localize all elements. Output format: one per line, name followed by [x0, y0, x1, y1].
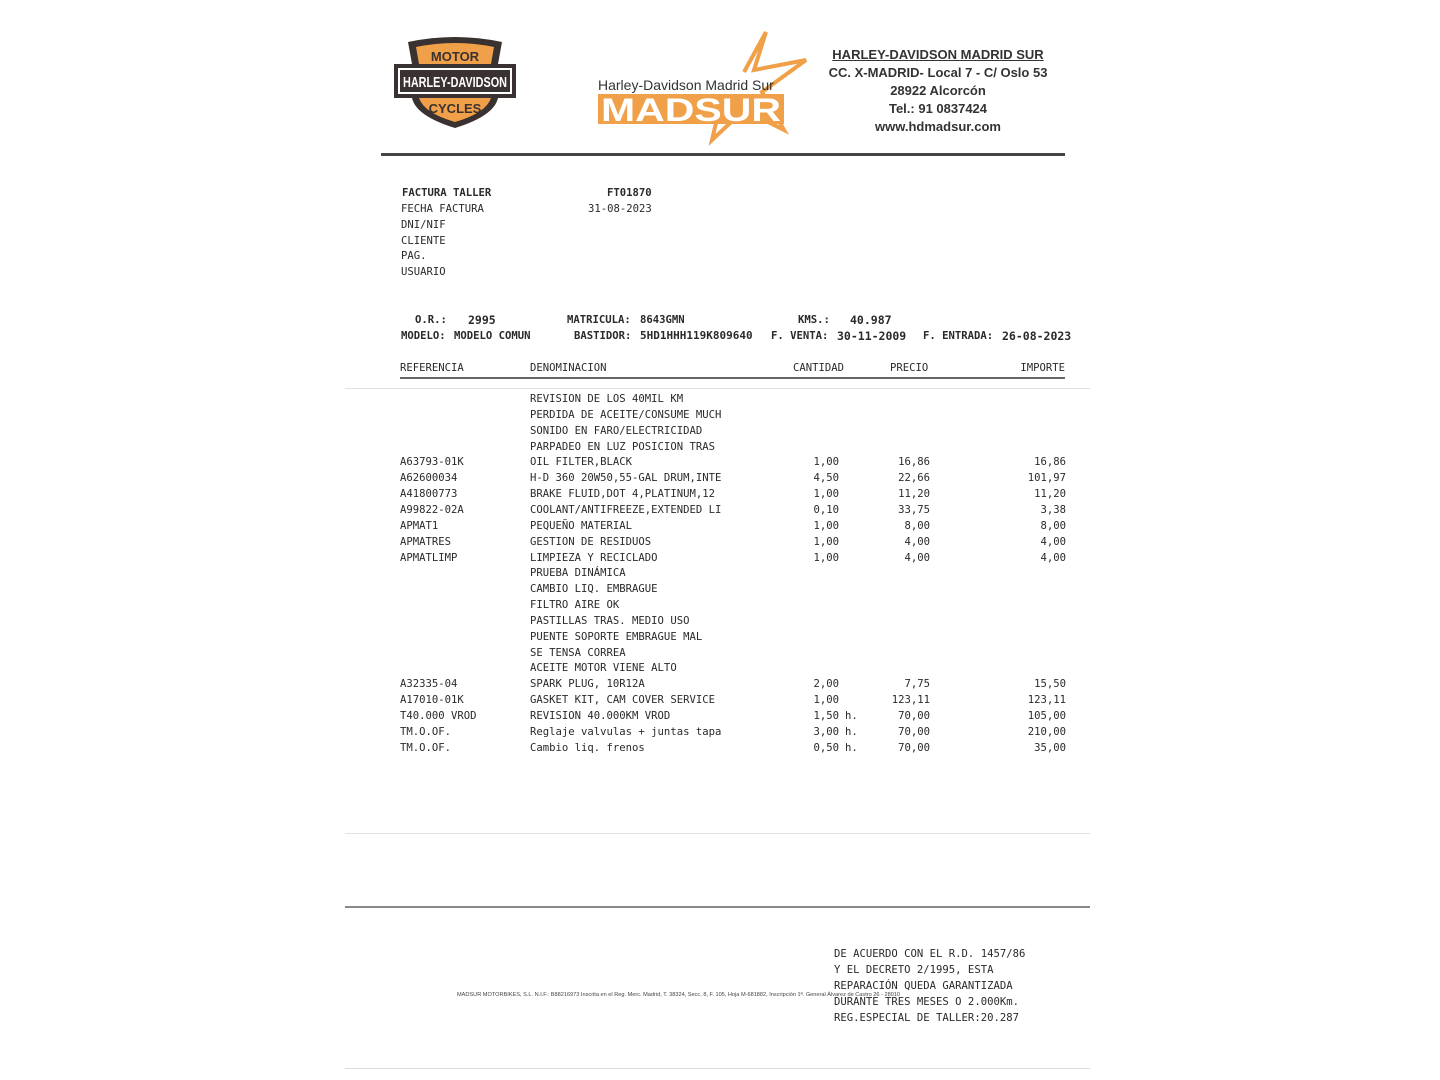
modelo-value: MODELO COMUN	[454, 330, 531, 342]
price-cell: 22,66	[898, 472, 930, 485]
unit-cell: h.	[845, 710, 858, 722]
price-cell: 7,75	[904, 678, 930, 691]
description-cell: REVISION 40.000KM VROD	[530, 710, 671, 722]
price-cell: 4,00	[904, 551, 930, 564]
quantity-cell: 1,50	[813, 710, 839, 722]
invoice-label-date: FECHA FACTURA	[401, 203, 484, 215]
table-row	[0, 678, 1440, 694]
ref-cell: APMAT1	[400, 519, 439, 532]
col-header-price: PRECIO	[890, 362, 929, 374]
table-row	[0, 520, 1440, 536]
svg-text:Harley-Davidson Madrid Sur: Harley-Davidson Madrid Sur	[598, 77, 774, 93]
quantity-cell: 1,00	[813, 488, 839, 501]
amount-cell: 101,97	[1027, 472, 1066, 485]
amount-cell: 4,00	[1040, 535, 1066, 548]
ref-cell: A41800773	[400, 488, 458, 501]
description-cell: PASTILLAS TRAS. MEDIO USO	[530, 614, 690, 627]
description-cell: SE TENSA CORREA	[530, 646, 626, 659]
ref-cell: A32335-04	[400, 678, 458, 691]
invoice-date: 31-08-2023	[588, 203, 652, 215]
svg-text:MOTOR: MOTOR	[430, 49, 480, 64]
table-row	[0, 456, 1440, 472]
table-row	[0, 441, 1440, 457]
kms-value: 40.987	[850, 313, 892, 327]
quantity-cell: 1,00	[813, 694, 839, 707]
col-header-desc: DENOMINACION	[530, 362, 607, 374]
invoice-number: FT01870	[607, 187, 652, 199]
amount-cell: 3,38	[1040, 503, 1066, 516]
company-phone: Tel.: 91 0837424	[888, 101, 988, 116]
company-web: www.hdmadsur.com	[875, 119, 1001, 134]
header-divider	[381, 153, 1065, 156]
invoice-label-nif: DNI/NIF	[401, 219, 446, 231]
company-address: CC. X-MADRID- Local 7 - C/ Oslo 53	[828, 65, 1048, 80]
ref-cell: APMATRES	[400, 535, 452, 548]
invoice-label-user: USUARIO	[401, 266, 446, 278]
table-row	[0, 599, 1440, 615]
description-cell: SONIDO EN FARO/ELECTRICIDAD	[530, 424, 703, 437]
guarantee-line: REPARACIÓN QUEDA GARANTIZADA	[834, 980, 1013, 992]
table-row	[0, 552, 1440, 568]
description-cell: BRAKE FLUID,DOT 4,PLATINUM,12	[530, 488, 715, 501]
quantity-cell: 2,00	[813, 678, 839, 691]
table-row	[0, 425, 1440, 441]
table-row	[0, 615, 1440, 631]
scan-line	[345, 833, 1090, 834]
bastidor-value: 5HD1HHH119K809640	[640, 329, 753, 342]
or-label: O.R.:	[415, 314, 447, 326]
table-row	[0, 742, 1440, 758]
guarantee-line: DE ACUERDO CON EL R.D. 1457/86	[834, 948, 1026, 960]
quantity-cell: 1,00	[813, 535, 839, 548]
svg-text:HARLEY-DAVIDSON: HARLEY-DAVIDSON	[403, 74, 507, 91]
description-cell: REVISION DE LOS 40MIL KM	[530, 393, 684, 405]
amount-cell: 35,00	[1034, 741, 1066, 754]
table-row	[0, 536, 1440, 552]
matricula-value: 8643GMN	[640, 314, 685, 326]
price-cell: 16,86	[898, 456, 930, 469]
table-row	[0, 567, 1440, 583]
table-row	[0, 694, 1440, 710]
quantity-cell: 0,50	[813, 741, 839, 754]
invoice-label-client: CLIENTE	[401, 235, 446, 247]
company-name: HARLEY-DAVIDSON MADRID SUR	[832, 47, 1044, 62]
or-value: 2995	[468, 313, 496, 327]
amount-cell: 123,11	[1027, 694, 1066, 707]
guarantee-line: DURANTE TRES MESES O 2.000Km.	[834, 996, 1019, 1008]
table-row	[0, 710, 1440, 726]
quantity-cell: 1,00	[813, 456, 839, 469]
svg-text:CYCLES: CYCLES	[428, 101, 482, 116]
table-row	[0, 488, 1440, 504]
company-city: 28922 Alcorcón	[890, 83, 986, 98]
quantity-cell: 1,00	[813, 551, 839, 564]
ref-cell: A62600034	[400, 472, 458, 485]
col-header-amount: IMPORTE	[1020, 362, 1065, 374]
fentrada-label: F. ENTRADA:	[923, 330, 994, 342]
scan-line	[345, 1068, 1090, 1069]
fventa-value: 30-11-2009	[837, 329, 907, 343]
legal-text: MADSUR MOTORBIKES, S.L. N.I.F.: B88216973 Inscrita en el Reg. Merc. Madrid, T. 38324, Secc. 8, F. 105, Hoja M-681882, Inscripción 1ª. General Álvarez de Castro 26 - 28010	[457, 992, 901, 998]
table-row	[0, 726, 1440, 742]
ref-cell: A63793-01K	[400, 456, 464, 469]
guarantee-line: Y EL DECRETO 2/1995, ESTA	[834, 964, 994, 976]
ref-cell: TM.O.OF.	[400, 741, 452, 754]
harley-davidson-logo	[394, 36, 516, 134]
description-cell: COOLANT/ANTIFREEZE,EXTENDED LI	[530, 503, 722, 516]
bastidor-label: BASTIDOR:	[574, 330, 632, 342]
price-cell: 70,00	[898, 725, 930, 738]
description-cell: ACEITE MOTOR VIENE ALTO	[530, 662, 677, 675]
table-row	[0, 393, 1440, 409]
fentrada-value: 26-08-2023	[1002, 329, 1072, 343]
table-row	[0, 504, 1440, 520]
amount-cell: 8,00	[1040, 519, 1066, 532]
price-cell: 70,00	[898, 741, 930, 754]
fventa-label: F. VENTA:	[771, 330, 829, 342]
description-cell: PRUEBA DINÁMICA	[530, 567, 626, 580]
table-row	[0, 662, 1440, 678]
invoice-label-page: PAG.	[401, 250, 427, 262]
quantity-cell: 1,00	[813, 519, 839, 532]
unit-cell: h.	[845, 725, 858, 738]
description-cell: Reglaje valvulas + juntas tapa	[530, 725, 722, 738]
amount-cell: 15,50	[1034, 678, 1066, 691]
description-cell: PERDIDA DE ACEITE/CONSUME MUCH	[530, 408, 722, 421]
table-header-divider	[400, 377, 1065, 379]
kms-label: KMS.:	[798, 314, 830, 326]
price-cell: 11,20	[898, 488, 930, 501]
description-cell: PUENTE SOPORTE EMBRAGUE MAL	[530, 630, 703, 643]
quantity-cell: 0,10	[813, 503, 839, 516]
svg-text:MADSUR: MADSUR	[601, 92, 781, 128]
quantity-cell: 4,50	[813, 472, 839, 485]
price-cell: 70,00	[898, 710, 930, 722]
amount-cell: 210,00	[1027, 725, 1066, 738]
modelo-label: MODELO:	[401, 330, 446, 342]
amount-cell: 11,20	[1034, 488, 1066, 501]
description-cell: LIMPIEZA Y RECICLADO	[530, 551, 658, 564]
scan-line	[345, 388, 1090, 389]
table-row	[0, 647, 1440, 663]
col-header-ref: REFERENCIA	[400, 362, 464, 374]
unit-cell: h.	[845, 741, 858, 754]
invoice-label-type: FACTURA TALLER	[402, 187, 492, 199]
description-cell: GESTION DE RESIDUOS	[530, 535, 652, 548]
amount-cell: 105,00	[1027, 710, 1066, 722]
matricula-label: MATRICULA:	[567, 314, 631, 326]
ref-cell: T40.000 VROD	[400, 710, 477, 722]
footer-divider	[345, 906, 1090, 908]
table-row	[0, 409, 1440, 425]
ref-cell: APMATLIMP	[400, 551, 458, 564]
table-row	[0, 583, 1440, 599]
amount-cell: 4,00	[1040, 551, 1066, 564]
description-cell: OIL FILTER,BLACK	[530, 456, 633, 469]
description-cell: SPARK PLUG, 10R12A	[530, 678, 645, 691]
col-header-qty: CANTIDAD	[793, 362, 845, 374]
table-row	[0, 631, 1440, 647]
ref-cell: A17010-01K	[400, 694, 464, 707]
ref-cell: TM.O.OF.	[400, 725, 452, 738]
table-row	[0, 472, 1440, 488]
description-cell: PEQUEÑO MATERIAL	[530, 519, 633, 532]
description-cell: FILTRO AIRE OK	[530, 599, 620, 612]
madsur-logo	[594, 30, 809, 146]
description-cell: Cambio liq. frenos	[530, 741, 645, 754]
price-cell: 4,00	[904, 535, 930, 548]
ref-cell: A99822-02A	[400, 503, 464, 516]
description-cell: CAMBIO LIQ. EMBRAGUE	[530, 583, 658, 596]
price-cell: 123,11	[891, 694, 930, 707]
description-cell: GASKET KIT, CAM COVER SERVICE	[530, 694, 715, 707]
description-cell: H-D 360 20W50,55-GAL DRUM,INTE	[530, 472, 722, 485]
quantity-cell: 3,00	[813, 725, 839, 738]
description-cell: PARPADEO EN LUZ POSICION TRAS	[530, 440, 715, 453]
amount-cell: 16,86	[1034, 456, 1066, 469]
price-cell: 33,75	[898, 503, 930, 516]
guarantee-line: REG.ESPECIAL DE TALLER:20.287	[834, 1012, 1019, 1024]
price-cell: 8,00	[904, 519, 930, 532]
